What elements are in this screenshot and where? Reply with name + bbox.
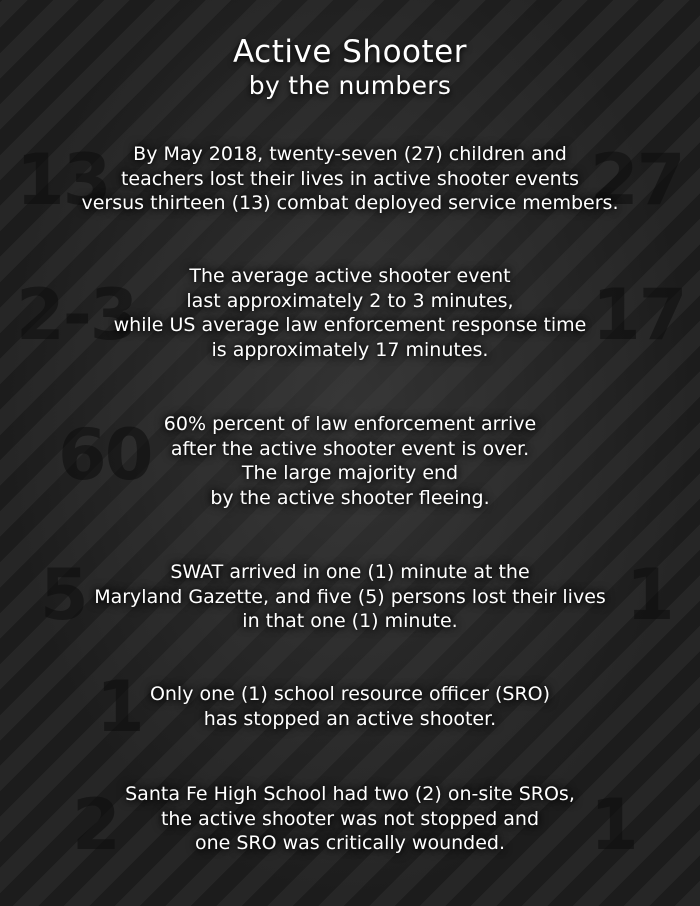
page-title: Active Shooter (233, 34, 467, 70)
bg-number-1-right: 1 (626, 554, 673, 636)
fact-1: By May 2018, twenty-seven (27) children and teachers lost their lives in active shooter events versus thirteen (13) combat deployed service members. (81, 143, 619, 214)
bg-number-13: 13 (16, 139, 110, 221)
fact-6: Santa Fe High School had two (2) on-site SROs, the active shooter was not stopped and one SRO was critically wounded. (125, 783, 575, 854)
bg-number-1-bottom: 1 (590, 784, 637, 866)
fact-5: Only one (1) school resource officer (SRO) has stopped an active shooter. (149, 683, 551, 730)
bg-number-17: 17 (592, 274, 686, 356)
fact-3: 60% percent of law enforcement arrive after the active shooter event is over. The large majority end by the active shooter fleeing. (163, 413, 537, 509)
bg-number-2: 2 (72, 784, 119, 866)
bg-number-5: 5 (40, 554, 87, 636)
bg-number-2-3: 2-3 (16, 274, 137, 356)
bg-number-27: 27 (590, 139, 684, 221)
fact-4: SWAT arrived in one (1) minute at the Maryland Gazette, and five (5) persons lost their lives in that one (1) minute. (94, 561, 606, 632)
bg-number-60: 60 (58, 414, 152, 496)
page-subtitle: by the numbers (248, 71, 452, 100)
fact-2: The average active shooter event last approximately 2 to 3 minutes, while US average law enforcement response time is approximately 17 minutes. (113, 265, 587, 361)
bg-number-1-left: 1 (96, 666, 143, 748)
